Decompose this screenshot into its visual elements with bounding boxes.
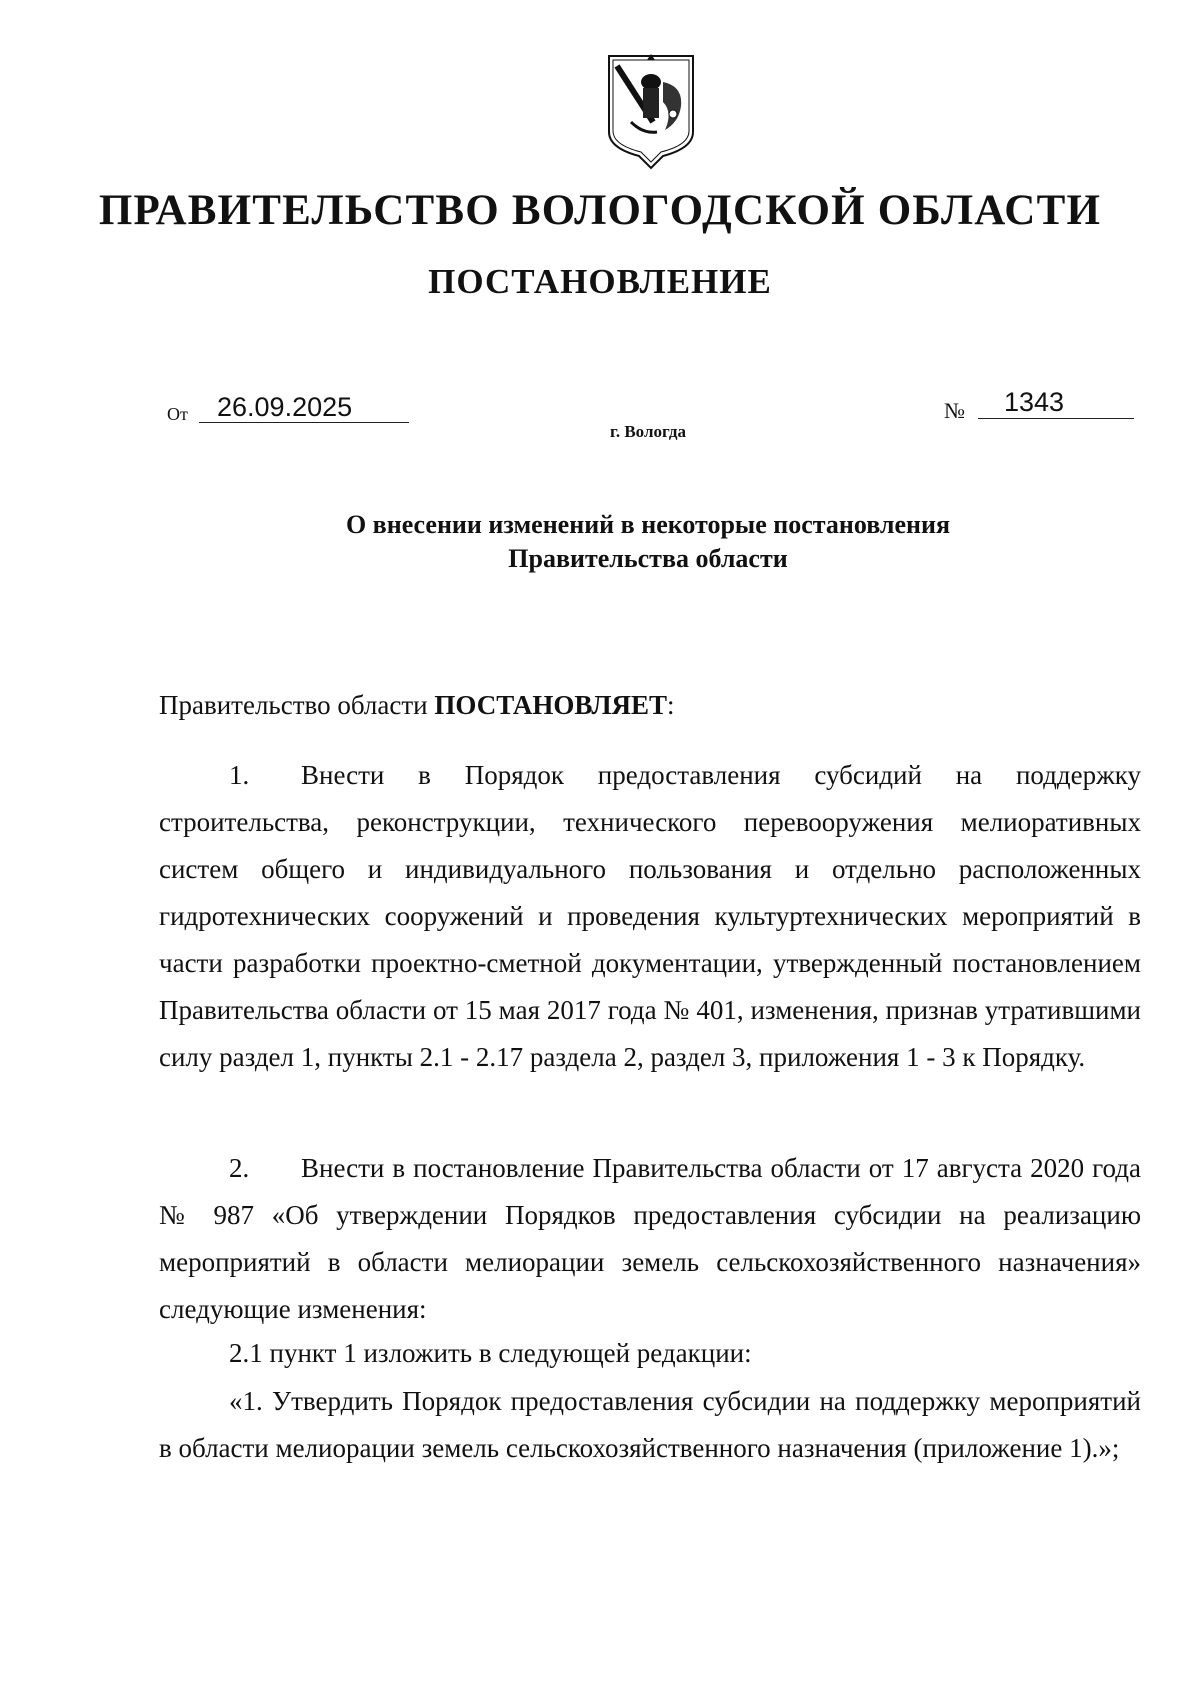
- paragraph-text: «1. Утвердить Порядок предоставления субсидии на поддержку мероприятий в области мелиорации земель сельскохозяйственного назначения (приложение 1).»;: [159, 1386, 1141, 1463]
- date-prefix: От: [167, 404, 188, 424]
- opening-text: Правительство области: [159, 690, 435, 720]
- document-number: 1343: [1004, 387, 1065, 417]
- paragraph-2: [159, 1145, 1141, 1333]
- subject-line: О внесении изменений в некоторые постановления: [345, 510, 951, 539]
- opening-decree-word: ПОСТАНОВЛЯЕТ: [434, 690, 667, 720]
- date-underline: [199, 392, 409, 423]
- vologda-coat-of-arms-icon: [603, 52, 699, 170]
- document-date: 26.09.2025: [217, 392, 353, 422]
- subparagraph-2-1: [159, 1330, 1141, 1377]
- paragraph-1: [159, 752, 1141, 1081]
- paragraph-number: 2.: [229, 1153, 250, 1183]
- document-type: ПОСТАНОВЛЕНИЕ: [428, 262, 772, 301]
- paragraph-number: 1.: [229, 760, 250, 790]
- government-title: ПРАВИТЕЛЬСТВО ВОЛОГОДСКОЙ ОБЛАСТИ: [98, 187, 1102, 234]
- opening-colon: :: [666, 690, 675, 720]
- number-underline: [978, 388, 1134, 419]
- paragraph-text: 2.1 пункт 1 изложить в следующей редакции:: [229, 1338, 752, 1368]
- subject-line: Правительства области: [508, 544, 788, 573]
- opening-statement: [159, 682, 1141, 729]
- city: г. Вологда: [610, 422, 686, 441]
- number-sign: №: [944, 398, 965, 423]
- document-subject: [0, 508, 1200, 576]
- paragraph-text: Внести в постановление Правительства области от 17 августа 2020 года № 987 «Об утверждении Порядков предоставления субсидии на реализацию мероприятий в области мелиорации земель сельскохозяйственного назначения» следующие изменения:: [159, 1153, 1141, 1324]
- paragraph-text: Внести в Порядок предоставления субсидий на поддержку строительства, реконструкции, технического перевооружения мелиоративных систем общего и индивидуального пользования и отдельно расположенных гидротехнических сооружений и проведения культуртехнических мероприятий в части разработки проектно-сметной документации, утвержденный постановлением Правительства области от 15 мая 2017 года № 401, изменения, признав утратившими силу раздел 1, пункты 2.1 - 2.17 раздела 2, раздел 3, приложения 1 - 3 к Порядку.: [159, 760, 1141, 1072]
- quoted-amendment: [159, 1378, 1141, 1472]
